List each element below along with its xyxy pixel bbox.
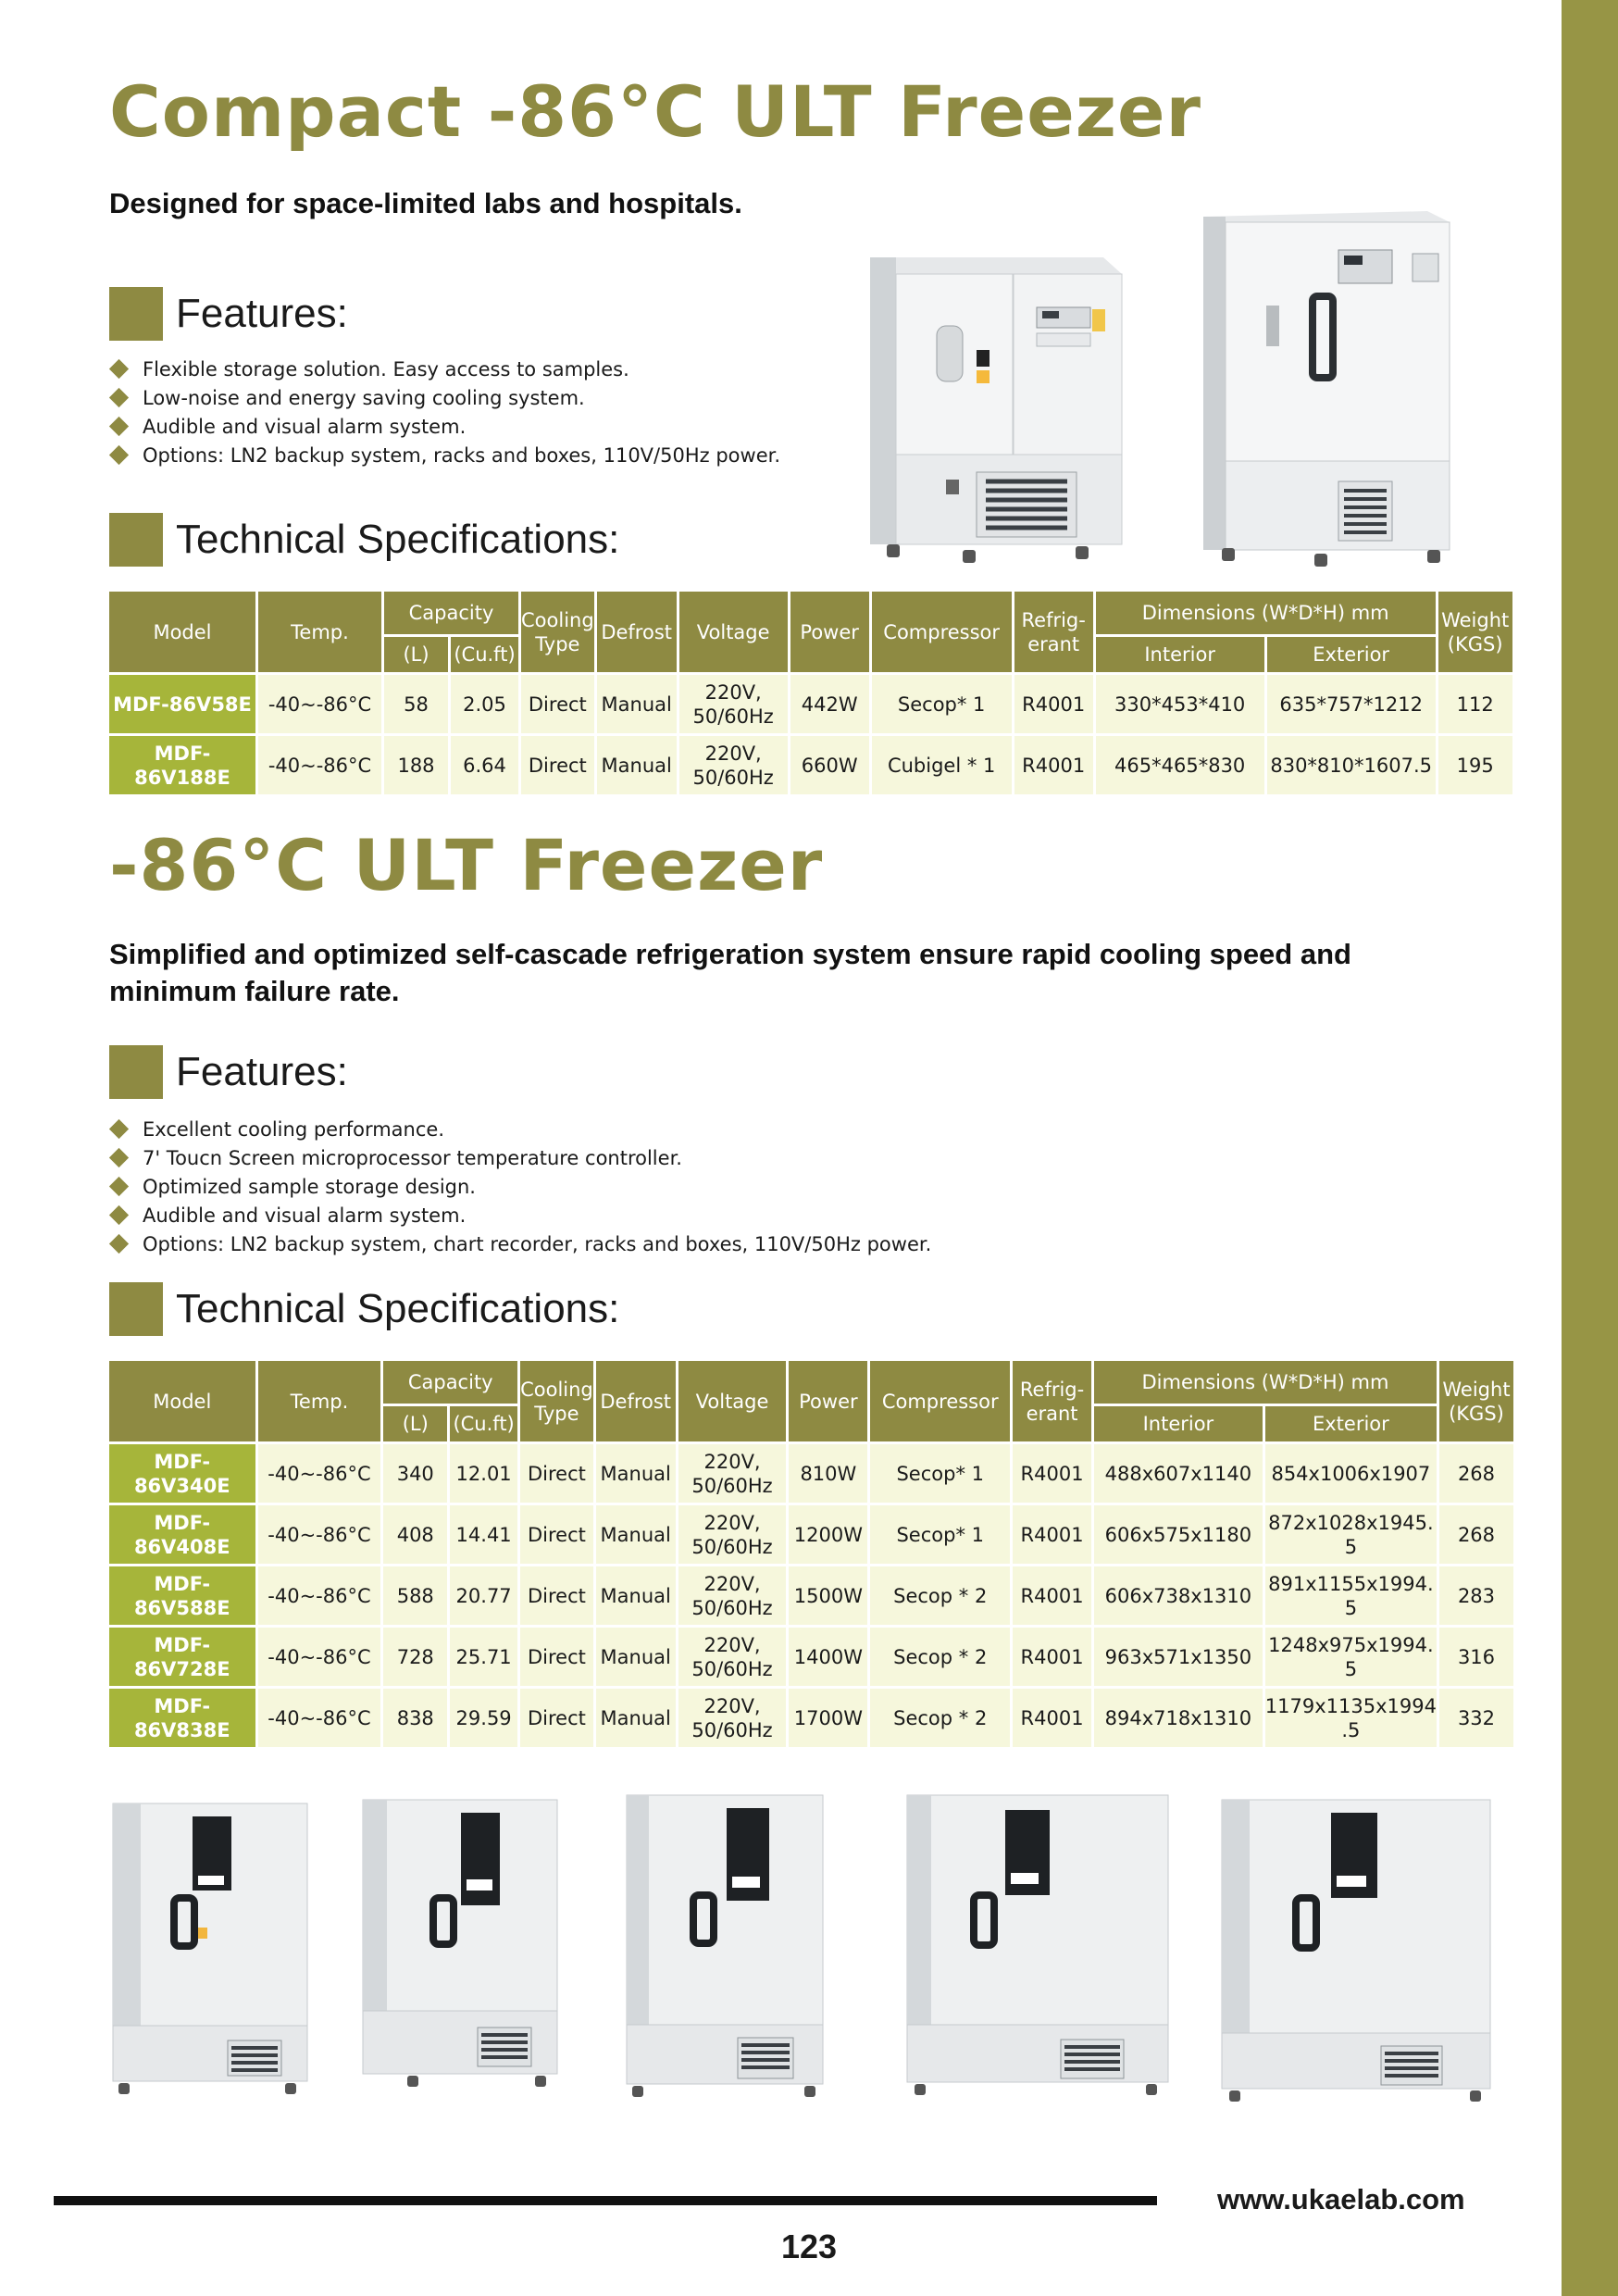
cell-model: MDF-86V408E — [109, 1505, 255, 1564]
header-voltage: Voltage — [679, 592, 788, 672]
heading-text: Technical Specifications: — [176, 1286, 620, 1331]
feature-item — [109, 1143, 931, 1172]
section2-features-list — [109, 1115, 931, 1258]
cell-model: MDF-86V340E — [109, 1444, 255, 1503]
header-cooling: Cooling Type — [520, 1361, 593, 1441]
section1-specs-heading — [109, 512, 619, 568]
header-model: Model — [109, 1361, 255, 1441]
compact-freezer-tall-image — [1185, 204, 1487, 569]
section2-title: -86°C ULT Freezer — [109, 824, 824, 906]
header-cap-l: (L) — [383, 1406, 447, 1441]
cell-cooling: Direct — [521, 675, 594, 733]
cell-voltage: 220V, 50/60Hz — [678, 1689, 787, 1747]
page-number: 123 — [780, 2227, 838, 2265]
cell-compressor: Secop* 1 — [870, 1444, 1010, 1503]
sidebar-stripe — [1562, 0, 1618, 2296]
cell-voltage: 220V, 50/60Hz — [678, 1628, 787, 1686]
cell-temp: -40~-86°C — [258, 1566, 381, 1625]
compact-freezer-small-image — [861, 250, 1131, 569]
cell-refrigerant: R4001 — [1013, 1566, 1091, 1625]
cell-refrigerant: R4001 — [1013, 1689, 1091, 1747]
freezer-image-5 — [1218, 1796, 1496, 2122]
cell-interior: 330*453*410 — [1096, 675, 1264, 733]
header-refrigerant: Refrig- erant — [1014, 592, 1093, 672]
header-exterior: Exterior — [1265, 1406, 1437, 1441]
cell-cap-cuft: 29.59 — [450, 1689, 517, 1747]
diamond-bullet-icon — [109, 417, 130, 437]
table-row — [109, 1566, 1513, 1625]
feature-text: Options: LN2 backup system, chart recorder, racks and boxes, 110V/50Hz power. — [143, 1232, 932, 1255]
section1-features-heading — [109, 286, 348, 342]
header-weight: Weight (KGS) — [1439, 1361, 1513, 1441]
cell-refrigerant: R4001 — [1013, 1444, 1091, 1503]
header-cooling: Cooling Type — [521, 592, 594, 672]
cell-cap-l: 188 — [384, 736, 448, 794]
cell-compressor: Secop* 1 — [872, 675, 1012, 733]
footer-divider — [54, 2196, 1157, 2205]
cell-exterior: 635*757*1212 — [1267, 675, 1436, 733]
header-refrigerant: Refrig- erant — [1013, 1361, 1091, 1441]
cell-temp: -40~-86°C — [258, 675, 381, 733]
cell-voltage: 220V, 50/60Hz — [678, 1505, 787, 1564]
cell-interior: 894x718x1310 — [1094, 1689, 1263, 1747]
table-row — [109, 1689, 1513, 1747]
feature-item — [109, 1115, 931, 1143]
cell-weight: 112 — [1438, 675, 1512, 733]
header-power: Power — [790, 592, 869, 672]
cell-defrost: Manual — [596, 1628, 676, 1686]
heading-square-icon — [109, 1282, 163, 1336]
header-capacity: Capacity — [383, 1361, 517, 1404]
cell-interior: 606x738x1310 — [1094, 1566, 1263, 1625]
cell-defrost: Manual — [597, 736, 677, 794]
section1-subtitle: Designed for space-limited labs and hospitals. — [109, 187, 742, 219]
feature-item — [109, 355, 780, 383]
header-compressor: Compressor — [870, 1361, 1010, 1441]
cell-temp: -40~-86°C — [258, 1505, 381, 1564]
header-model: Model — [109, 592, 255, 672]
header-temp: Temp. — [258, 1361, 381, 1441]
footer-url: www.ukaelab.com — [1217, 2183, 1465, 2215]
diamond-bullet-icon — [109, 1119, 130, 1140]
section2-spec-table — [106, 1358, 1516, 1750]
feature-text: Flexible storage solution. Easy access to samples. — [143, 357, 629, 381]
cell-cap-l: 728 — [383, 1628, 447, 1686]
feature-item — [109, 383, 780, 412]
cell-cap-l: 340 — [383, 1444, 447, 1503]
cell-cap-cuft: 6.64 — [451, 736, 518, 794]
cell-power: 1500W — [789, 1566, 867, 1625]
cell-defrost: Manual — [596, 1444, 676, 1503]
cell-exterior: 830*810*1607.5 — [1267, 736, 1436, 794]
cell-model: MDF-86V188E — [109, 736, 255, 794]
diamond-bullet-icon — [109, 388, 130, 408]
cell-weight: 316 — [1439, 1628, 1513, 1686]
cell-cap-cuft: 25.71 — [450, 1628, 517, 1686]
page-content — [109, 0, 1516, 2296]
table-row — [109, 675, 1512, 733]
cell-compressor: Cubigel * 1 — [872, 736, 1012, 794]
header-temp: Temp. — [258, 592, 381, 672]
cell-weight: 332 — [1439, 1689, 1513, 1747]
cell-compressor: Secop* 1 — [870, 1505, 1010, 1564]
cell-cooling: Direct — [520, 1689, 593, 1747]
feature-text: Options: LN2 backup system, racks and boxes, 110V/50Hz power. — [143, 443, 780, 467]
header-defrost: Defrost — [597, 592, 677, 672]
cell-exterior: 1179x1135x1994 .5 — [1265, 1689, 1437, 1747]
cell-weight: 283 — [1439, 1566, 1513, 1625]
diamond-bullet-icon — [109, 445, 130, 466]
cell-temp: -40~-86°C — [258, 1628, 381, 1686]
section2-specs-heading — [109, 1281, 619, 1337]
diamond-bullet-icon — [109, 1148, 130, 1168]
cell-voltage: 220V, 50/60Hz — [679, 675, 788, 733]
cell-cap-cuft: 12.01 — [450, 1444, 517, 1503]
cell-cooling: Direct — [520, 1505, 593, 1564]
cell-cap-l: 838 — [383, 1689, 447, 1747]
cell-cooling: Direct — [520, 1628, 593, 1686]
heading-square-icon — [109, 513, 163, 567]
table-row — [109, 1444, 1513, 1503]
cell-model: MDF-86V838E — [109, 1689, 255, 1747]
feature-text: 7' Toucn Screen microprocessor temperature controller. — [143, 1146, 682, 1169]
header-cap-cuft: (Cu.ft) — [450, 1406, 517, 1441]
heading-text: Features: — [176, 291, 348, 336]
feature-text: Audible and visual alarm system. — [143, 1204, 467, 1227]
feature-text: Low-noise and energy saving cooling system. — [143, 386, 585, 409]
heading-square-icon — [109, 287, 163, 341]
header-exterior: Exterior — [1267, 637, 1436, 672]
diamond-bullet-icon — [109, 1234, 130, 1254]
cell-cooling: Direct — [520, 1566, 593, 1625]
cell-cap-l: 58 — [384, 675, 448, 733]
cell-defrost: Manual — [596, 1689, 676, 1747]
header-dimensions: Dimensions (W*D*H) mm — [1096, 592, 1436, 634]
header-compressor: Compressor — [872, 592, 1012, 672]
cell-compressor: Secop * 2 — [870, 1566, 1010, 1625]
cell-weight: 268 — [1439, 1444, 1513, 1503]
heading-text: Technical Specifications: — [176, 517, 620, 562]
cell-cap-l: 408 — [383, 1505, 447, 1564]
cell-voltage: 220V, 50/60Hz — [678, 1444, 787, 1503]
cell-power: 1400W — [789, 1628, 867, 1686]
cell-cooling: Direct — [521, 736, 594, 794]
cell-interior: 606x575x1180 — [1094, 1505, 1263, 1564]
feature-text: Optimized sample storage design. — [143, 1175, 476, 1198]
header-interior: Interior — [1094, 1406, 1263, 1441]
cell-cap-cuft: 14.41 — [450, 1505, 517, 1564]
cell-weight: 195 — [1438, 736, 1512, 794]
cell-voltage: 220V, 50/60Hz — [678, 1566, 787, 1625]
cell-voltage: 220V, 50/60Hz — [679, 736, 788, 794]
feature-item — [109, 1201, 931, 1229]
section1-spec-table — [106, 589, 1515, 797]
feature-text: Excellent cooling performance. — [143, 1117, 444, 1141]
cell-exterior: 1248x975x1994. 5 — [1265, 1628, 1437, 1686]
section1-features-list — [109, 355, 780, 469]
section1-title: Compact -86°C ULT Freezer — [109, 70, 1201, 153]
table-row — [109, 736, 1512, 794]
heading-square-icon — [109, 1045, 163, 1099]
cell-compressor: Secop * 2 — [870, 1689, 1010, 1747]
cell-power: 1200W — [789, 1505, 867, 1564]
cell-cap-l: 588 — [383, 1566, 447, 1625]
cell-interior: 963x571x1350 — [1094, 1628, 1263, 1686]
section2-subtitle: Simplified and optimized self-cascade refrigeration system ensure rapid cooling speed and minimum failure rate. — [109, 938, 1351, 1007]
cell-refrigerant: R4001 — [1014, 675, 1093, 733]
cell-defrost: Manual — [596, 1566, 676, 1625]
header-cap-cuft: (Cu.ft) — [451, 637, 518, 672]
diamond-bullet-icon — [109, 1205, 130, 1226]
feature-item — [109, 1229, 931, 1258]
feature-text: Audible and visual alarm system. — [143, 415, 467, 438]
cell-power: 660W — [790, 736, 869, 794]
freezer-image-2 — [359, 1796, 568, 2102]
feature-item — [109, 1172, 931, 1201]
header-interior: Interior — [1096, 637, 1264, 672]
header-dimensions: Dimensions (W*D*H) mm — [1094, 1361, 1437, 1404]
feature-item — [109, 412, 780, 441]
cell-refrigerant: R4001 — [1013, 1505, 1091, 1564]
freezer-image-4 — [903, 1791, 1172, 2117]
table-row — [109, 1505, 1513, 1564]
cell-cap-cuft: 20.77 — [450, 1566, 517, 1625]
cell-compressor: Secop * 2 — [870, 1628, 1010, 1686]
cell-exterior: 891x1155x1994. 5 — [1265, 1566, 1437, 1625]
cell-refrigerant: R4001 — [1014, 736, 1093, 794]
cell-model: MDF-86V728E — [109, 1628, 255, 1686]
freezer-image-3 — [623, 1791, 832, 2115]
heading-text: Features: — [176, 1049, 348, 1094]
cell-temp: -40~-86°C — [258, 1444, 381, 1503]
header-voltage: Voltage — [678, 1361, 787, 1441]
cell-refrigerant: R4001 — [1013, 1628, 1091, 1686]
diamond-bullet-icon — [109, 359, 130, 380]
header-capacity: Capacity — [384, 592, 518, 634]
cell-exterior: 872x1028x1945. 5 — [1265, 1505, 1437, 1564]
cell-temp: -40~-86°C — [258, 1689, 381, 1747]
cell-power: 1700W — [789, 1689, 867, 1747]
diamond-bullet-icon — [109, 1177, 130, 1197]
cell-model: MDF-86V58E — [109, 675, 255, 733]
header-defrost: Defrost — [596, 1361, 676, 1441]
cell-cap-cuft: 2.05 — [451, 675, 518, 733]
cell-power: 442W — [790, 675, 869, 733]
cell-defrost: Manual — [596, 1505, 676, 1564]
cell-interior: 488x607x1140 — [1094, 1444, 1263, 1503]
freezer-image-1 — [109, 1796, 318, 2102]
cell-exterior: 854x1006x1907 — [1265, 1444, 1437, 1503]
cell-defrost: Manual — [597, 675, 677, 733]
cell-temp: -40~-86°C — [258, 736, 381, 794]
cell-model: MDF-86V588E — [109, 1566, 255, 1625]
section2-features-heading — [109, 1044, 348, 1100]
header-cap-l: (L) — [384, 637, 448, 672]
feature-item — [109, 441, 780, 469]
table-row — [109, 1628, 1513, 1686]
cell-cooling: Direct — [520, 1444, 593, 1503]
cell-power: 810W — [789, 1444, 867, 1503]
header-power: Power — [789, 1361, 867, 1441]
header-weight: Weight (KGS) — [1438, 592, 1512, 672]
cell-interior: 465*465*830 — [1096, 736, 1264, 794]
cell-weight: 268 — [1439, 1505, 1513, 1564]
